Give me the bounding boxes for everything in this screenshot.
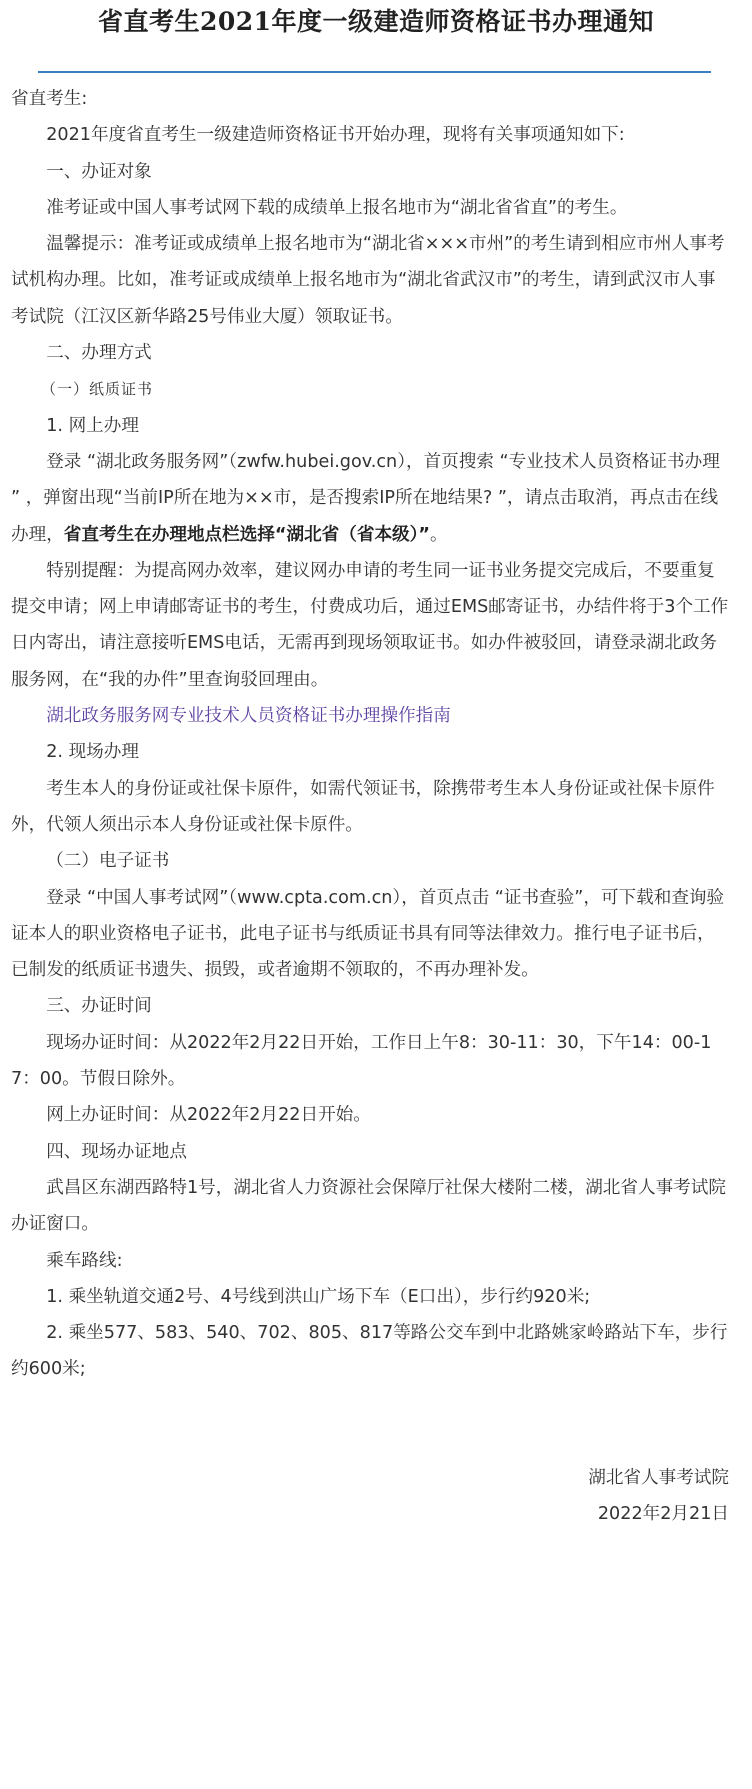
guide-link[interactable]: 湖北政务服务网专业技术人员资格证书办理操作指南	[46, 706, 451, 727]
intro-paragraph: 2021年度省直考生一级建造师资格证书开始办理，现将有关事项通知如下:	[46, 125, 625, 146]
signature-org: 湖北省人事考试院	[588, 1467, 729, 1488]
section3-paragraph-2: 网上办证时间：从2022年2月22日开始。	[46, 1105, 371, 1126]
online-paragraph-1	[11, 444, 729, 553]
section-heading-4: 四、现场办证地点	[46, 1141, 187, 1162]
section4-paragraph-1: 武昌区东湖西路特1号，湖北省人力资源社会保障厅社保大楼附二楼，湖北省人事考试院办证窗口。	[11, 1177, 726, 1235]
section-heading-2: 二、办理方式	[46, 343, 152, 364]
online-paragraph-1-bold: 省直考生在办理地点栏选择“湖北省（省本级）”	[63, 524, 431, 545]
page-title: 省直考生2021年度一级建造师资格证书办理通知	[97, 7, 655, 36]
section-heading-1: 一、办证对象	[46, 161, 152, 182]
section1-paragraph-1: 准考证或中国人事考试网下载的成绩单上报名地市为“湖北省省直”的考生。	[46, 197, 628, 218]
onsite-heading: 2. 现场办理	[46, 742, 139, 763]
online-paragraph-2: 特别提醒：为提高网办效率，建议网办申请的考生同一证书业务提交完成后，不要重复提交申请；网上申请邮寄证书的考生，付费成功后，通过EMS邮寄证书，办结件将于3个工作日内寄出，请注意接听EMS电话，无需再到现场领取证书。如办件被驳回，请登录湖北政务服务网，在“我的办件”里查询驳回理由。	[11, 560, 729, 690]
section1-paragraph-2: 温馨提示：准考证或成绩单上报名地市为“湖北省×××市州”的考生请到相应市州人事考试机构办理。比如，准考证或成绩单上报名地市为“湖北省武汉市”的考生，请到武汉市人事考试院（江汉区新华路25号伟业大厦）领取证书。	[11, 234, 725, 327]
online-paragraph-1-end: 。	[430, 524, 448, 545]
section-heading-3: 三、办证时间	[46, 996, 152, 1017]
notice-body	[11, 81, 729, 1532]
subsection-electronic-certificate: （二）电子证书	[46, 851, 170, 872]
route-item-2: 2. 乘坐577、583、540、702、805、817等路公交车到中北路姚家岭路站下车，步行约600米;	[11, 1323, 728, 1380]
title-divider	[38, 71, 711, 73]
online-paragraph-1-text: 登录 “湖北政务服务网”（zwfw.hubei.gov.cn），首页搜索 “专业技术人员资格证书办理 ” ，弹窗出现“当前IP所在地为××市，是否搜索IP所在地结果? ”，请点击取消，再点击在线办理，	[11, 451, 720, 545]
onsite-paragraph: 考生本人的身份证或社保卡原件，如需代领证书，除携带考生本人身份证或社保卡原件外，代领人须出示本人身份证或社保卡原件。	[11, 778, 715, 835]
signature-spacer	[11, 1388, 729, 1460]
route-item-1: 1. 乘坐轨道交通2号、4号线到洪山广场下车（E口出），步行约920米;	[46, 1286, 591, 1307]
section3-paragraph-1: 现场办证时间：从2022年2月22日开始，工作日上午8：30-11：30，下午14：00-17：00。节假日除外。	[11, 1032, 712, 1090]
online-heading: 1. 网上办理	[46, 415, 139, 436]
greeting: 省直考生:	[11, 89, 88, 109]
route-heading: 乘车路线:	[46, 1250, 123, 1271]
subsection-paper-certificate: （一）纸质证书	[41, 380, 154, 399]
signature-date: 2022年2月21日	[597, 1503, 729, 1524]
ecert-paragraph: 登录 “中国人事考试网”（www.cpta.com.cn），首页点击 “证书查验”，可下载和查询验证本人的职业资格电子证书，此电子证书与纸质证书具有同等法律效力。推行电子证书后，已制发的纸质证书遗失、损毁，或者逾期不领取的，不再办理补发。	[11, 887, 725, 981]
guide-link-row	[11, 698, 729, 734]
